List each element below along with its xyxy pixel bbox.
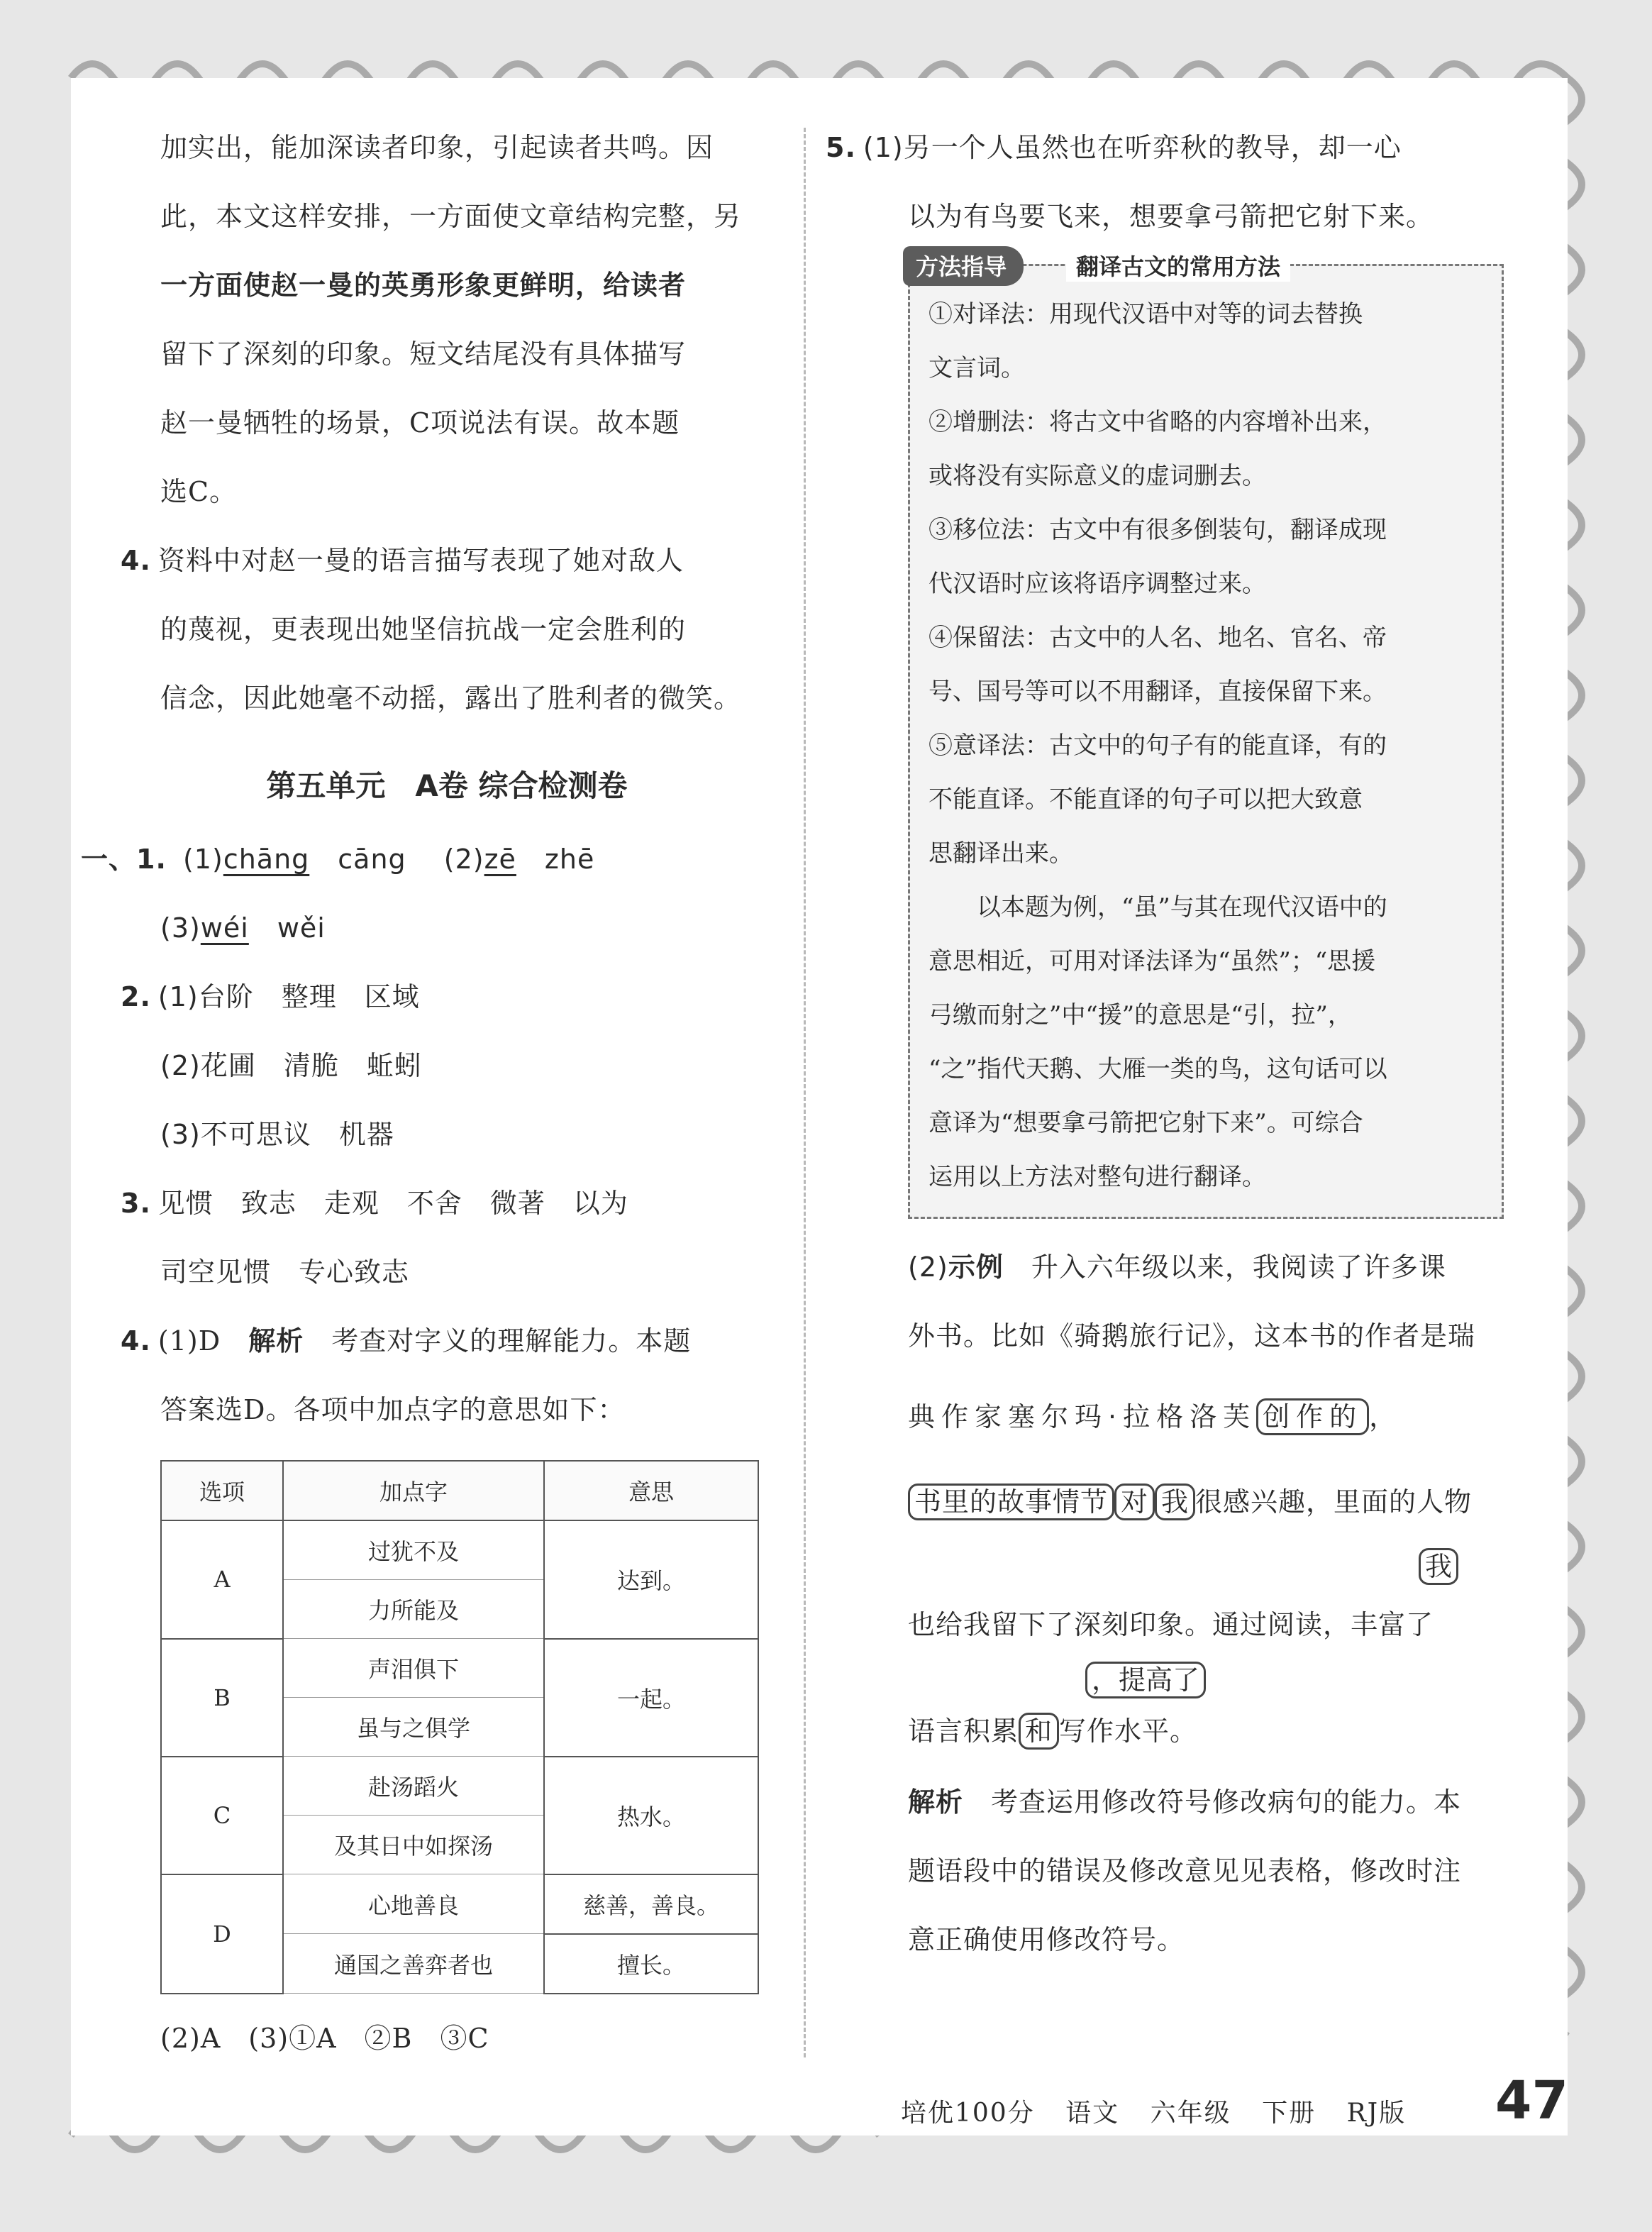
question-number: 一、1. bbox=[81, 844, 167, 875]
answer-2 bbox=[121, 963, 773, 1169]
grade: 六年级 bbox=[1150, 2099, 1231, 2128]
insertion-mark: 我 bbox=[1419, 1548, 1458, 1585]
option-cell: C bbox=[161, 1757, 283, 1874]
table-row bbox=[161, 1639, 758, 1698]
column-divider bbox=[804, 128, 806, 2057]
text-line: (2)花圃 清脆 蚯蚓 bbox=[160, 1050, 422, 1081]
word-cell: 赴汤蹈火 bbox=[283, 1757, 544, 1816]
insertion-mark: ，提高了 bbox=[1085, 1662, 1206, 1698]
text-line: 一方面使赵一曼的英勇形象更鲜明，给读者 bbox=[160, 270, 687, 301]
text-line: (1)另一个人虽然也在听弈秋的教导，却一心 bbox=[863, 132, 1402, 163]
sub-number: (2) bbox=[908, 1252, 948, 1283]
text-line: 答案选D。各项中加点字的意思如下： bbox=[160, 1394, 626, 1425]
pinyin-correct: chāng bbox=[223, 844, 310, 875]
method-line: 以本题为例，“虽”与其在现代汉语中的 bbox=[928, 893, 1387, 922]
method-line: ④保留法：古文中的人名、地名、官名、帝 bbox=[928, 624, 1387, 652]
method-line: 运用以上方法对整句进行翻译。 bbox=[928, 1163, 1266, 1191]
table-row bbox=[161, 1874, 758, 1934]
text-segment: 很感兴趣，里面的人物 bbox=[1195, 1486, 1473, 1518]
method-title: 翻译古文的常用方法 bbox=[1066, 249, 1290, 282]
question-number: 4. bbox=[121, 1325, 151, 1357]
text-line: 意正确使用修改符号。 bbox=[908, 1924, 1185, 1955]
text-segment: 语言积累 bbox=[908, 1716, 1019, 1747]
pinyin-option: zhē bbox=[544, 844, 595, 875]
text-line: 此，本文这样安排，一方面使文章结构完整，另 bbox=[160, 201, 742, 232]
pinyin-option: wěi bbox=[277, 912, 326, 944]
text-line: (1)台阶 整理 区域 bbox=[157, 981, 420, 1012]
word-cell: 过犹不及 bbox=[283, 1520, 544, 1580]
pinyin-option: cāng bbox=[338, 844, 406, 875]
text-line: 升入六年级以来，我阅读了许多课 bbox=[1031, 1252, 1446, 1283]
table-row bbox=[161, 1520, 758, 1580]
word-cell: 通国之善弈者也 bbox=[283, 1934, 544, 1994]
text-line: 资料中对赵一曼的语言描写表现了她对敌人 bbox=[157, 545, 684, 576]
table-header: 意思 bbox=[544, 1461, 758, 1520]
text-line: 见惯 致志 走观 不舍 微著 以为 bbox=[157, 1188, 628, 1219]
answer-3 bbox=[121, 1169, 773, 1307]
pinyin-label: (2) bbox=[443, 844, 484, 875]
pinyin-correct: wéi bbox=[200, 912, 249, 944]
method-line: 文言词。 bbox=[928, 354, 1025, 382]
text-line: 信念，因此她毫不动摇，露出了胜利者的微笑。 bbox=[160, 683, 742, 714]
unit-title: 第五单元 A卷 综合检测卷 bbox=[266, 768, 628, 803]
question-number: 2. bbox=[121, 981, 151, 1012]
question-number: 4. bbox=[121, 545, 151, 576]
swap-mark: 我 bbox=[1155, 1484, 1195, 1520]
question-number: 5. bbox=[826, 132, 856, 163]
page-number: 47 bbox=[1495, 2070, 1568, 2131]
option-cell: A bbox=[161, 1520, 283, 1639]
text-line: 考查对字义的理解能力。本题 bbox=[331, 1325, 692, 1357]
text-segment: 典作家塞尔玛·拉格洛芙 bbox=[908, 1401, 1257, 1432]
subject: 语文 bbox=[1065, 2099, 1120, 2128]
answer-4b bbox=[121, 1307, 773, 2073]
option-cell: D bbox=[161, 1874, 283, 1994]
answer-5b bbox=[865, 1233, 1525, 1974]
text-line: (3)不可思议 机器 bbox=[160, 1119, 394, 1150]
word-cell: 声泪俱下 bbox=[283, 1639, 544, 1698]
right-column bbox=[826, 114, 1525, 1974]
text-line: 以为有鸟要飞来，想要拿弓箭把它射下来。 bbox=[908, 201, 1434, 232]
text-line: 的蔑视，更表现出她坚信抗战一定会胜利的 bbox=[160, 614, 687, 645]
method-line: ⑤意译法：古文中的句子有的能直译，有的 bbox=[928, 731, 1387, 760]
swap-mark: 书里的故事情节 bbox=[908, 1484, 1114, 1520]
text-line: 加实出，能加深读者印象，引起读者共鸣。因 bbox=[160, 132, 714, 163]
text-line: 题语段中的错误及修改意见见表格，修改时注 bbox=[908, 1855, 1462, 1886]
meaning-cell: 达到。 bbox=[544, 1520, 758, 1639]
pinyin-label: (3) bbox=[160, 912, 201, 944]
method-line: 意译为“想要拿弓箭把它射下来”。可综合 bbox=[928, 1109, 1363, 1137]
replace-mark: 和 bbox=[1019, 1713, 1059, 1750]
meaning-table bbox=[160, 1460, 759, 1994]
section-1 bbox=[81, 825, 773, 963]
text-segment: 写作水平。 bbox=[1059, 1716, 1198, 1747]
meaning-cell: 擅长。 bbox=[544, 1934, 758, 1994]
table-header: 选项 bbox=[161, 1461, 283, 1520]
deletion-mark: 创作的 bbox=[1256, 1398, 1369, 1435]
volume: 下册 bbox=[1262, 2099, 1316, 2128]
method-line: 或将没有实际意义的虚词删去。 bbox=[928, 462, 1266, 490]
text-line: 司空见惯 专心致志 bbox=[160, 1256, 410, 1288]
analysis-label: 解析 bbox=[908, 1786, 964, 1818]
method-line: 代汉语时应该将语序调整过来。 bbox=[928, 570, 1266, 598]
method-line: 不能直译。不能直译的句子可以把大致意 bbox=[928, 785, 1363, 814]
text-segment: ， bbox=[1369, 1401, 1403, 1432]
method-line: 意思相近，可用对译法译为“虽然”；“思援 bbox=[928, 947, 1376, 976]
text-line: 外书。比如《骑鹅旅行记》，这本书的作者是瑞 bbox=[908, 1320, 1476, 1352]
paragraph-continued bbox=[121, 114, 773, 526]
table-row bbox=[161, 1757, 758, 1816]
answer-4 bbox=[121, 526, 773, 733]
word-cell: 虽与之俱学 bbox=[283, 1698, 544, 1757]
word-cell: 心地善良 bbox=[283, 1874, 544, 1934]
meaning-cell: 慈善，善良。 bbox=[544, 1874, 758, 1934]
answer-choice: (1)D bbox=[157, 1325, 221, 1357]
edition: RJ版 bbox=[1346, 2099, 1407, 2128]
table-header: 加点字 bbox=[283, 1461, 544, 1520]
method-line: ②增删法：将古文中省略的内容增补出来， bbox=[928, 408, 1387, 436]
text-line: 选C。 bbox=[160, 476, 238, 507]
text-line: 赵一曼牺牲的场景，C项说法有误。故本题 bbox=[160, 407, 680, 438]
pinyin-label: (1) bbox=[182, 844, 223, 875]
method-line: ③移位法：古文中有很多倒装句，翻译成现 bbox=[928, 516, 1387, 544]
example-label: 示例 bbox=[948, 1252, 1004, 1283]
text-line: (2)A (3)①A ②B ③C bbox=[160, 2022, 489, 2054]
meaning-cell: 一起。 bbox=[544, 1639, 758, 1757]
text-segment: 丰富了 bbox=[1351, 1609, 1434, 1640]
series-name: 培优100分 bbox=[901, 2099, 1035, 2128]
word-cell: 及其日中如探汤 bbox=[283, 1816, 544, 1874]
left-column bbox=[81, 114, 773, 2073]
pinyin-correct: zē bbox=[484, 844, 516, 875]
option-cell: B bbox=[161, 1639, 283, 1757]
text-line: 考查运用修改符号修改病句的能力。本 bbox=[991, 1786, 1462, 1818]
meaning-cell: 热水。 bbox=[544, 1757, 758, 1874]
analysis-label: 解析 bbox=[248, 1325, 304, 1357]
text-line: 留下了深刻的印象。短文结尾没有具体描写 bbox=[160, 338, 687, 370]
method-line: 弓缴而射之”中“援”的意思是“引，拉”， bbox=[928, 1001, 1352, 1029]
method-guide-box bbox=[908, 253, 1504, 1219]
answer-5 bbox=[826, 114, 1525, 251]
swap-mark: 对 bbox=[1114, 1484, 1155, 1520]
method-tag: 方法指导 bbox=[903, 246, 1024, 286]
method-line: 号、国号等可以不用翻译，直接保留下来。 bbox=[928, 678, 1387, 706]
question-number: 3. bbox=[121, 1188, 151, 1219]
text-segment: 也给我留下了深刻印象。通过阅读， bbox=[908, 1609, 1351, 1640]
page-footer bbox=[901, 2093, 1427, 2129]
method-line: ①对译法：用现代汉语中对等的词去替换 bbox=[928, 300, 1363, 328]
word-cell: 力所能及 bbox=[283, 1580, 544, 1639]
method-line: 思翻译出来。 bbox=[928, 839, 1073, 868]
method-line: “之”指代天鹅、大雁一类的鸟，这句话可以 bbox=[928, 1055, 1387, 1083]
